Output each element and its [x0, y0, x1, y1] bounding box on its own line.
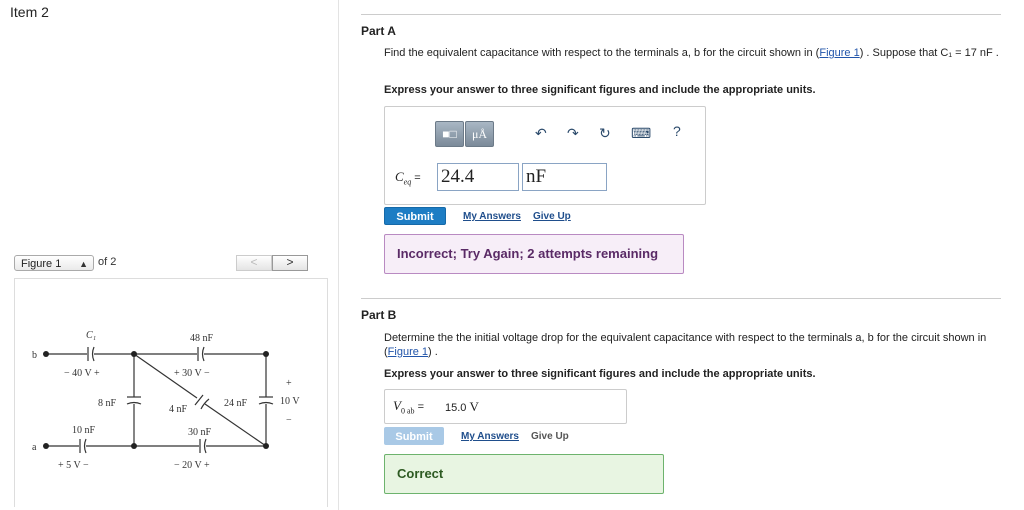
- part-b-instruction: Express your answer to three significant figures and include the appropriate units.: [384, 368, 816, 380]
- undo-icon[interactable]: ↶: [535, 125, 547, 141]
- part-a-answer-sub: eq: [403, 177, 412, 187]
- part-a-unit-input[interactable]: nF: [522, 163, 607, 191]
- c48-label: 48 nF: [190, 333, 214, 344]
- redo-icon[interactable]: ↷: [567, 125, 579, 141]
- circuit-diagram: [14, 278, 326, 498]
- part-a-answer-eq: =: [411, 172, 421, 184]
- part-a-instruction: Express your answer to three significant figures and include the appropriate units.: [384, 84, 816, 96]
- part-a-submit-button[interactable]: Submit: [384, 207, 446, 225]
- part-b-value-number: 15.0: [445, 402, 467, 414]
- v10-minus-label: −: [286, 415, 292, 426]
- part-b-submit-button: Submit: [384, 427, 444, 445]
- figure-pane: [0, 0, 339, 510]
- units-icon[interactable]: μÅ: [465, 121, 494, 147]
- terminal-b-label: b: [32, 350, 37, 361]
- keyboard-icon[interactable]: ⌨: [631, 125, 652, 141]
- part-a-value-input[interactable]: 24.4: [437, 163, 519, 191]
- help-icon[interactable]: ?: [673, 123, 681, 139]
- part-b-value: [445, 399, 479, 415]
- part-b-answer-var: V: [393, 398, 401, 413]
- templates-icon[interactable]: ■□: [435, 121, 464, 147]
- part-b-question-text-end: ) .: [428, 346, 438, 358]
- figure-select-label: Figure 1: [21, 258, 62, 270]
- next-figure-button[interactable]: >: [272, 255, 308, 271]
- c10-label: 10 nF: [72, 425, 96, 436]
- math-toolbar: [435, 121, 695, 151]
- part-b-question-text: Determine the the initial voltage drop for the equivalent capacitance with respect to the terminals a, b for the circuit shown in (: [384, 332, 987, 358]
- part-b-feedback: Correct: [384, 454, 664, 494]
- part-a-my-answers-link[interactable]: My Answers: [463, 211, 521, 222]
- part-a-answer-box: [384, 106, 706, 205]
- part-a-question-text-end: ) . Suppose that C₁ = 17 nF .: [859, 47, 999, 59]
- c30-label: 30 nF: [188, 427, 212, 438]
- c24-label: 24 nF: [224, 398, 248, 409]
- item-title: Item 2: [10, 4, 49, 20]
- part-a-feedback: Incorrect; Try Again; 2 attempts remaining: [384, 234, 684, 274]
- figure-count: of 2: [98, 256, 117, 268]
- part-b-answer-label: [393, 398, 424, 416]
- c8-label: 8 nF: [98, 398, 117, 409]
- c10-voltage-label: + 5 V −: [58, 460, 89, 471]
- terminal-b-node: [43, 351, 49, 357]
- c4-label: 4 nF: [169, 404, 188, 415]
- c1-voltage-label: − 40 V +: [64, 368, 100, 379]
- part-a-question-text: Find the equivalent capacitance with respect to the terminals a, b for the circuit shown in (: [384, 47, 820, 59]
- part-b-answer-box: [384, 389, 627, 424]
- figure-1-link[interactable]: Figure 1: [819, 47, 860, 59]
- figure-navigation: [14, 255, 310, 273]
- part-b-my-answers-link[interactable]: My Answers: [461, 431, 519, 442]
- part-a-answer-label: [395, 169, 421, 187]
- part-b-answer-eq: =: [414, 401, 424, 413]
- part-b-answer-sub: 0 ab: [400, 406, 415, 416]
- previous-figure-button[interactable]: <: [236, 255, 272, 271]
- part-b-give-up-label: Give Up: [531, 431, 569, 442]
- c30-voltage-label: − 20 V +: [174, 460, 210, 471]
- part-b-title: Part B: [361, 308, 397, 322]
- part-a-question: [384, 46, 1004, 60]
- divider: [361, 14, 1001, 15]
- reset-icon[interactable]: ↻: [599, 125, 611, 141]
- c1-label: C₁: [86, 330, 97, 341]
- c48-voltage-label: + 30 V −: [174, 368, 210, 379]
- part-a-give-up-link[interactable]: Give Up: [533, 211, 571, 222]
- divider: [361, 298, 1001, 299]
- question-pane: [339, 0, 1024, 510]
- part-a-title: Part A: [361, 24, 396, 38]
- part-a-answer-var: C: [395, 169, 404, 184]
- terminal-a-node: [43, 443, 49, 449]
- v10-plus-label: +: [286, 378, 292, 389]
- v10-label: 10 V: [280, 396, 300, 407]
- figure-1-link[interactable]: Figure 1: [387, 346, 429, 358]
- part-b-value-unit: V: [469, 399, 479, 414]
- figure-select[interactable]: [14, 255, 94, 271]
- part-b-question: [384, 331, 1004, 359]
- terminal-a-label: a: [32, 442, 37, 453]
- updown-arrows-icon: ▲: [79, 259, 88, 269]
